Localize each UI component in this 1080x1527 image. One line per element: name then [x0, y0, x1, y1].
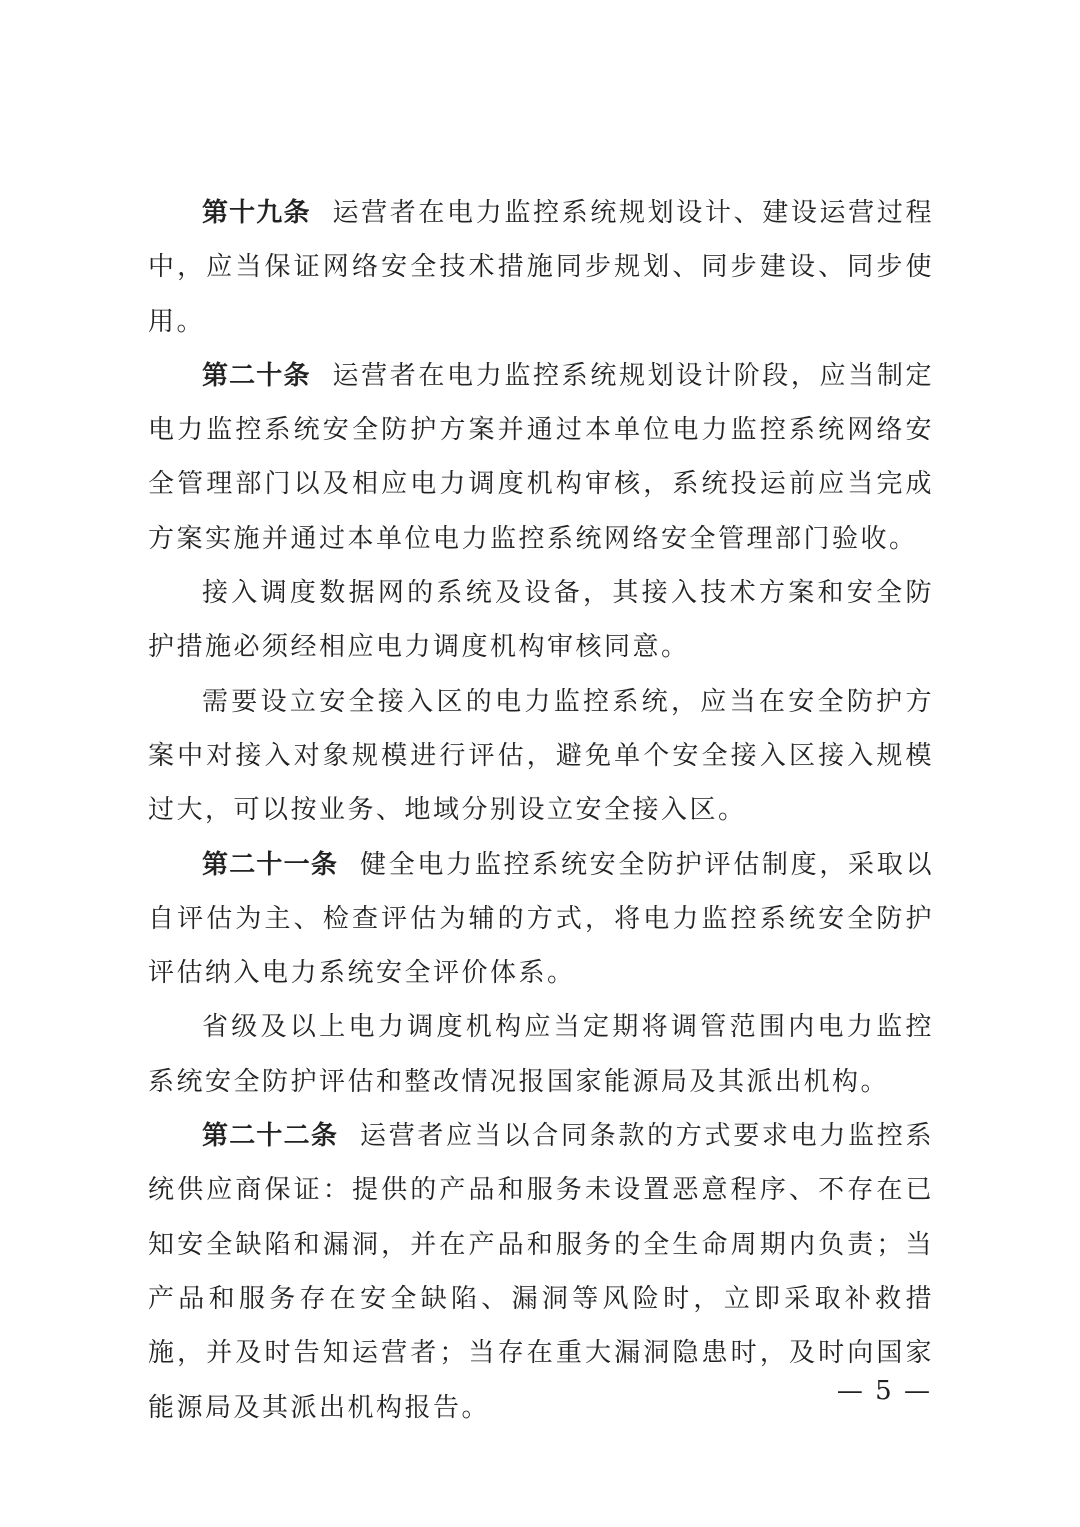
- paragraph-article-20-clause-3: [148, 675, 934, 838]
- document-body: [148, 186, 934, 1435]
- paragraph-article-19: [148, 186, 934, 349]
- page-number: — 5 —: [836, 1376, 932, 1406]
- paragraph-article-21: [148, 838, 934, 1001]
- paragraph-text: 需要设立安全接入区的电力监控系统，应当在安全防护方案中对接入对象规模进行评估，避免单个安全接入区接入规模过大，可以按业务、地域分别设立安全接入区。: [148, 686, 934, 826]
- article-number: 第十九条: [202, 198, 311, 228]
- paragraph-text: 运营者在电力监控系统规划设计、建设运营过程中，应当保证网络安全技术措施同步规划、同步建设、同步使用。: [148, 198, 934, 337]
- paragraph-article-20: [148, 349, 934, 566]
- paragraph-text: 接入调度数据网的系统及设备，其接入技术方案和安全防护措施必须经相应电力调度机构审核同意。: [148, 578, 934, 663]
- paragraph-article-22: [148, 1109, 934, 1435]
- paragraph-text: 省级及以上电力调度机构应当定期将调管范围内电力监控系统安全防护评估和整改情况报国家能源局及其派出机构。: [148, 1012, 934, 1097]
- paragraph-text: 运营者应当以合同条款的方式要求电力监控系统供应商保证：提供的产品和服务未设置恶意程序、不存在已知安全缺陷和漏洞，并在产品和服务的全生命周期内负责；当产品和服务存在安全缺陷、漏洞等风险时，立即采取补救措施，并及时告知运营者；当存在重大漏洞隐患时，及时向国家能源局及其派出机构报告。: [148, 1121, 934, 1423]
- article-number: 第二十条: [202, 360, 311, 391]
- paragraph-text: 健全电力监控系统安全防护评估制度，采取以自评估为主、检查评估为辅的方式，将电力监控系统安全防护评估纳入电力系统安全评价体系。: [148, 849, 934, 989]
- paragraph-article-21-clause-2: [148, 1000, 934, 1109]
- paragraph-text: 运营者在电力监控系统规划设计阶段，应当制定电力监控系统安全防护方案并通过本单位电力监控系统网络安全管理部门以及相应电力调度机构审核，系统投运前应当完成方案实施并通过本单位电力监控系统网络安全管理部门验收。: [148, 360, 934, 554]
- paragraph-article-20-clause-2: [148, 566, 934, 675]
- article-number: 第二十二条: [202, 1121, 339, 1152]
- article-number: 第二十一条: [202, 849, 339, 880]
